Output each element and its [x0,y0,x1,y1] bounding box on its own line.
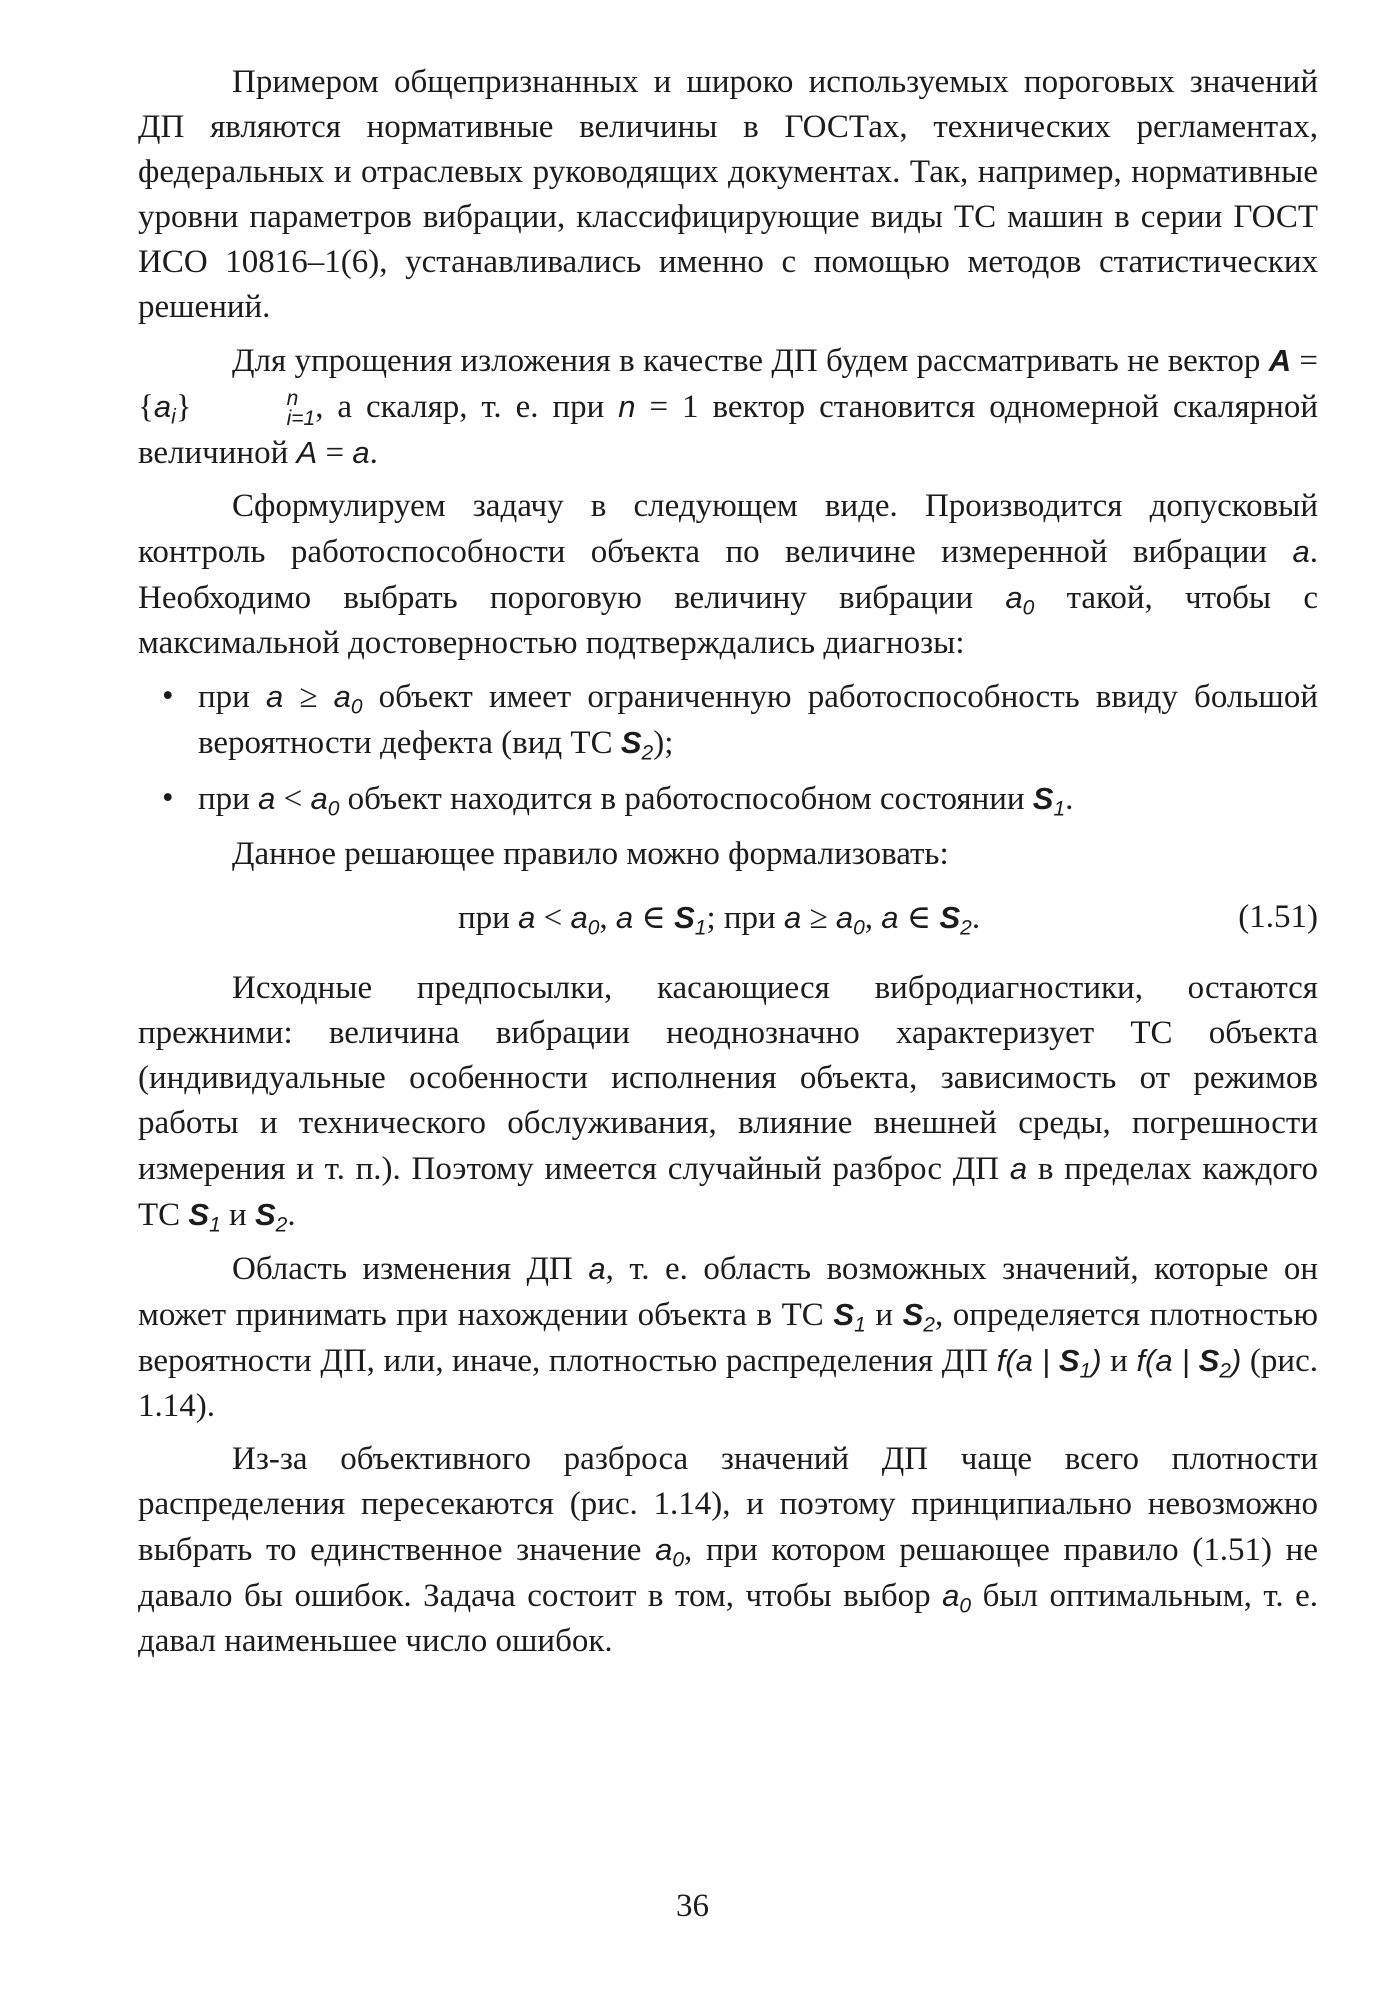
page-number: 36 [676,1888,709,1924]
bullet-icon: • [162,780,174,816]
vector-A: A [1268,343,1292,378]
paragraph-3: Сформулируем задачу в следующем виде. Производится допусковый контроль работоспособности объекта по величине измеренной вибрации a. Необходимо выбрать пороговую величину вибрации $a_0$ такой, чтобы с максимальной достоверностью подтверждались диагнозы: [138,488,1318,661]
formula-expression: при $a < a_0$, a ∈ $S_1$; при $a \ge a_0$, a ∈ $S_2$. [458,900,981,940]
diagnosis-list [138,674,1318,822]
decision-rule-formula [138,895,1318,940]
list-item: • при $a \ge a_0$ объект имеет ограниченную работоспособность ввиду большой вероятности дефекта (вид ТС $S_2$); [138,674,1318,766]
paragraph-5: Исходные предпосылки, касающиеся вибродиагностики, остаются прежними: величина вибрации неоднозначно характеризует ТС объекта (индивидуальные особенности исполнения объекта, зависимость от режимов работы и технического обслуживания, влияние внешней среды, погрешности измерения и т. п.). Поэтому имеется случайный разброс ДП a в пределах каждого ТС $S_1$ и $S_2$. [138,970,1318,1237]
paragraph-2: Для упрощения изложения в качестве ДП будем рассматривать не вектор $A = \{a_i\}$ n i=1 , а скаляр, т. е. при n = 1 вектор становится одномерной скалярной величиной A = a. [138,343,1318,471]
paragraph-7: Из-за объективного разброса значений ДП чаще всего плотности распределения пересекаются (рис. 1.14), и поэтому принципиально невозможно выбрать то единственное значение $a_0$, при котором решающее правило (1.51) не давало бы ошибок. Задача состоит в том, чтобы выбор $a_0$ был оптимальным, т. е. давал наименьшее число ошибок. [138,1441,1318,1659]
equation-number: (1.51) [1238,899,1318,935]
paragraph-1: Примером общепризнанных и широко используемых пороговых значений ДП являются нормативные величины в ГОСТах, технических регламентах, федеральных и отраслевых руководящих документах. Так, например, нормативные уровни параметров вибрации, классифицирующие виды ТС машин в серии ГОСТ ИСО 10816–1(6), устанавливались именно с помощью методов статистических решений. [138,64,1318,325]
index-range: n i=1 [286,387,316,431]
page-body [138,60,1318,1664]
paragraph-6: Область изменения ДП a, т. е. область возможных значений, которые он может принимать при нахождении объекта в ТС $S_1$ и $S_2$, определяется плотностью вероятности ДП, или, иначе, плотностью распределения ДП f(a | $S_1$) и f(a | $S_2$) (рис. 1.14). [138,1251,1318,1424]
paragraph-4: Данное решающее правило можно формализовать: [232,836,949,872]
list-item: • при $a < a_0$ объект находится в работоспособном состоянии $S_1$. [138,776,1318,822]
bullet-icon: • [162,678,174,714]
